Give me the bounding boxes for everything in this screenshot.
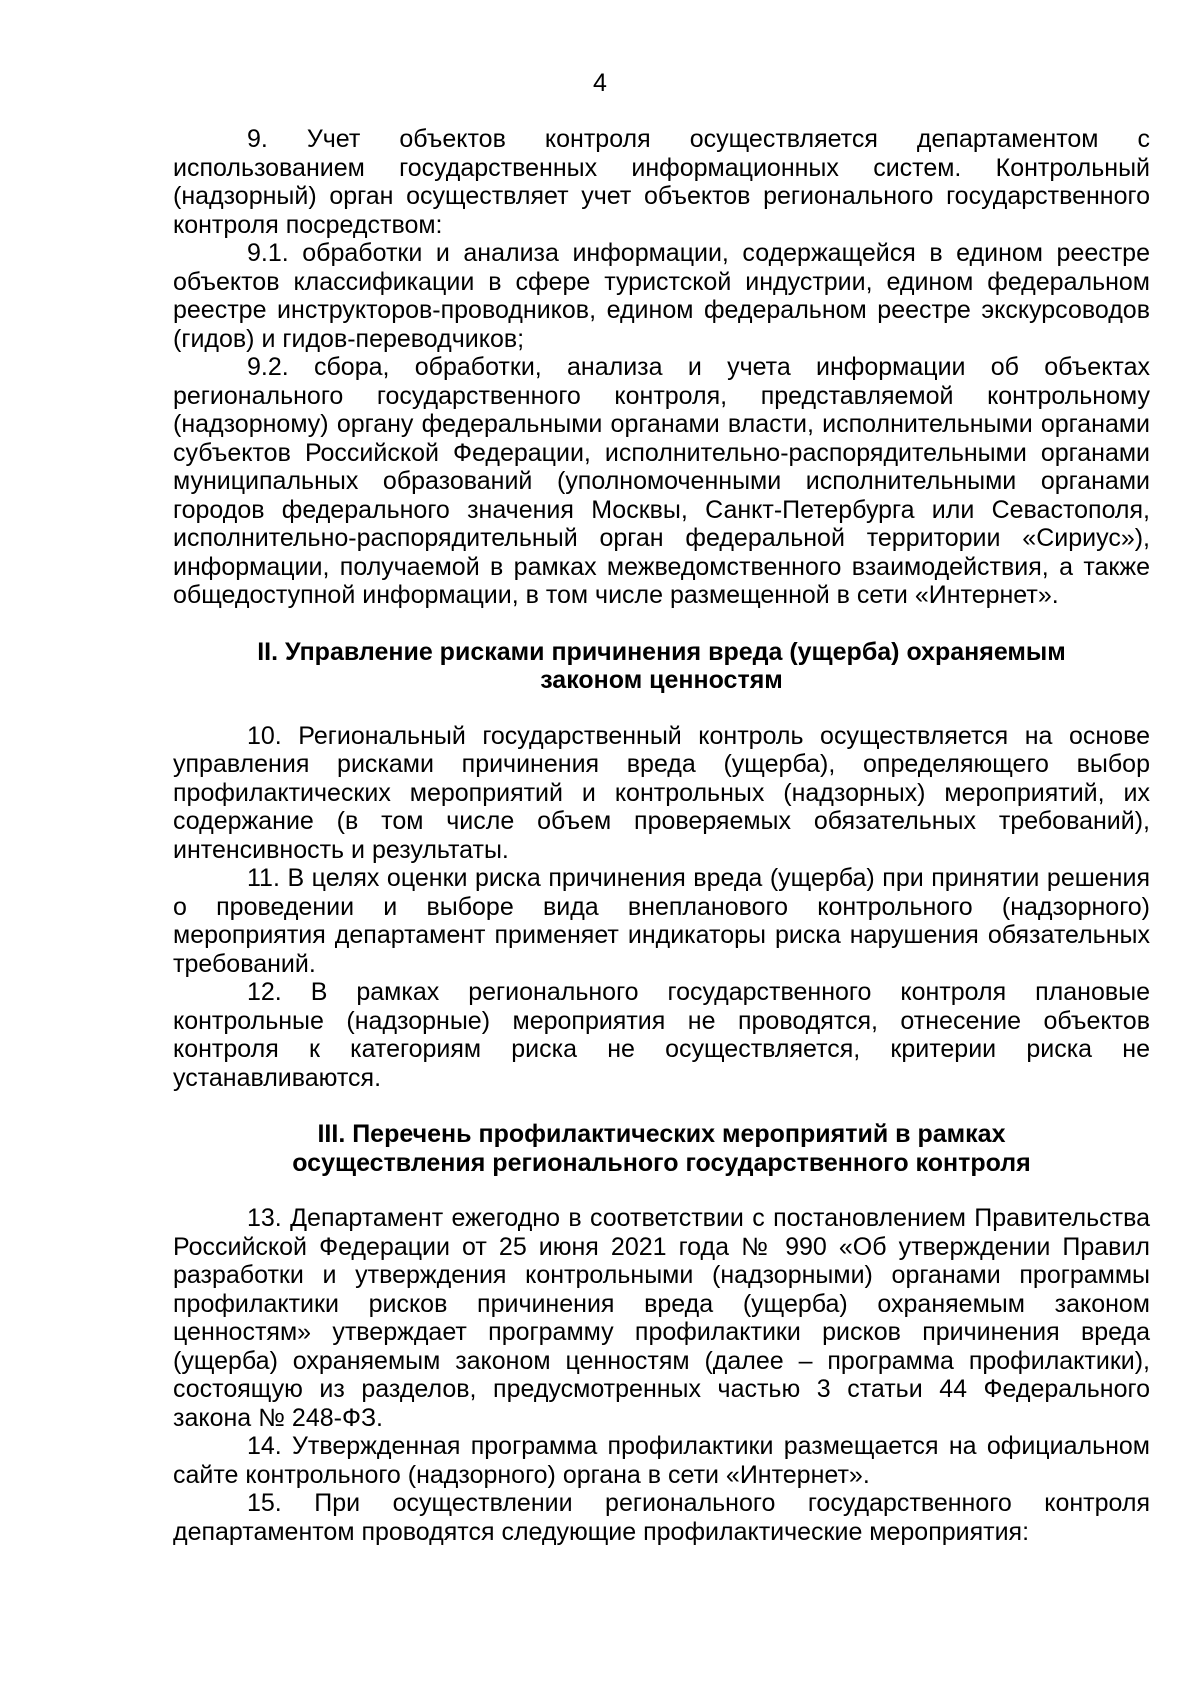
page-number: 4 xyxy=(593,69,607,97)
paragraph-9-2: 9.2. сбора, обработки, анализа и учета информации об объектах регионального государственного контроля, представляемой контрольному (надзорному) органу федеральными органами власти, исполнительными органами субъектов Российской Федерации, исполнительно-распорядительными органами муниципальных образований (уполномоченными исполнительными органами городов федерального значения Москвы, Санкт-Петербурга или Севастополя, исполнительно-распорядительный орган федеральной территории «Сириус»), информации, получаемой в рамках межведомственного взаимодействия, а также общедоступной информации, в том числе размещенной в сети «Интернет». xyxy=(173,353,1150,609)
section-2-heading xyxy=(173,638,1150,695)
section-2-heading-line-1: II. Управление рисками причинения вреда (ущерба) охраняемым xyxy=(257,637,1066,666)
paragraph-10: 10. Региональный государственный контроль осуществляется на основе управления рисками причинения вреда (ущерба), определяющего выбор профилактических мероприятий и контрольных (надзорных) мероприятий, их содержание (в том числе объем проверяемых обязательных требований), интенсивность и результаты. xyxy=(173,721,1150,864)
document-body xyxy=(173,125,1150,1546)
paragraph-13: 13. Департамент ежегодно в соответствии с постановлением Правительства Российской Федерации от 25 июня 2021 года № 990 «Об утверждении Правил разработки и утверждения контрольными (надзорными) органами программы профилактики рисков причинения вреда (ущерба) охраняемым законом ценностям» утверждает программу профилактики рисков причинения вреда (ущерба) охраняемым законом ценностям (далее – программа профилактики), состоящую из разделов, предусмотренных частью 3 статьи 44 Федерального закона № 248-ФЗ. xyxy=(173,1204,1150,1432)
paragraph-11: 11. В целях оценки риска причинения вреда (ущерба) при принятии решения о проведении и выборе вида внепланового контрольного (надзорного) мероприятия департамент применяет индикаторы риска нарушения обязательных требований. xyxy=(173,864,1150,978)
paragraph-15: 15. При осуществлении регионального государственного контроля департаментом проводятся следующие профилактические мероприятия: xyxy=(173,1489,1150,1546)
paragraph-9: 9. Учет объектов контроля осуществляется департаментом с использованием государственных информационных систем. Контрольный (надзорный) орган осуществляет учет объектов регионального государственного контроля посредством: xyxy=(173,125,1150,239)
section-3-heading xyxy=(173,1120,1150,1177)
paragraph-9-1: 9.1. обработки и анализа информации, содержащейся в едином реестре объектов классификации в сфере туристской индустрии, едином федеральном реестре инструкторов-проводников, едином федеральном реестре экскурсоводов (гидов) и гидов-переводчиков; xyxy=(173,239,1150,353)
paragraph-12: 12. В рамках регионального государственного контроля плановые контрольные (надзорные) мероприятия не проводятся, отнесение объектов контроля к категориям риска не осуществляется, критерии риска не устанавливаются. xyxy=(173,978,1150,1092)
section-2-heading-line-2: законом ценностям xyxy=(540,666,783,694)
paragraph-14: 14. Утвержденная программа профилактики размещается на официальном сайте контрольного (надзорного) органа в сети «Интернет». xyxy=(173,1432,1150,1489)
section-3-heading-line-1: III. Перечень профилактических мероприятий в рамках xyxy=(317,1120,1006,1148)
section-3-heading-line-2: осуществления регионального государственного контроля xyxy=(292,1148,1031,1177)
